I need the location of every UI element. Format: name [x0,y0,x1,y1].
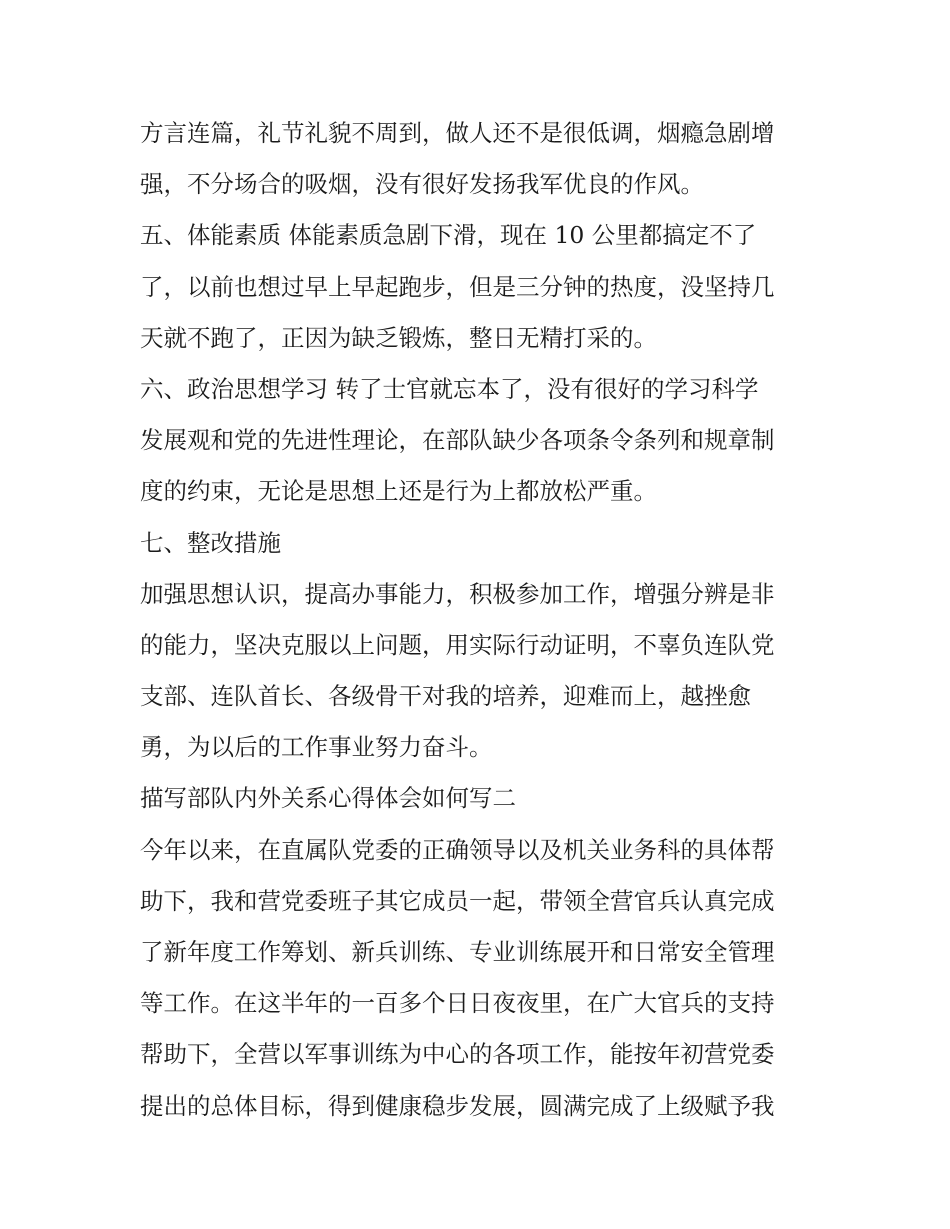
article-title: 描写部队内外关系心得体会如何写二 [140,784,516,813]
section-heading: 七、整改措施 [140,528,281,557]
text-line: 助下，我和营党委班子其它成员一起，带领全营官兵认真完成 [140,886,775,915]
document-body [140,108,820,1132]
section-line: 六、政治思想学习 转了士官就忘本了，没有很好的学习科学 [140,374,759,403]
text-line: 了新年度工作筹划、新兵训练、专业训练展开和日常安全管理 [140,938,775,966]
text-line: 天就不跑了，正因为缺乏锻炼，整日无精打采的。 [140,323,657,352]
text-line: 支部、连队首长、各级骨干对我的培养，迎难而上，越挫愈 [140,682,751,711]
text-line: 加强思想认识，提高办事能力，积极参加工作，增强分辨是非 [140,579,775,608]
text-line: 的能力，坚决克服以上问题，用实际行动证明，不辜负连队党 [140,630,775,659]
text-line: 方言连篇，礼节礼貌不周到，做人还不是很低调，烟瘾急剧增 [140,119,775,147]
text-line: 度的约束，无论是思想上还是行为上都放松严重。 [140,477,657,506]
text-line: 今年以来，在直属队党委的正确领导以及机关业务科的具体帮 [140,835,775,864]
text-line: 等工作。在这半年的一百多个日日夜夜里，在广大官兵的支持 [140,989,775,1018]
text-line: 提出的总体目标，得到健康稳步发展，圆满完成了上级赋予我 [140,1091,775,1120]
text-line: 了，以前也想过早上早起跑步，但是三分钟的热度，没坚持几 [140,272,775,301]
section-line: 五、体能素质 体能素质急剧下滑，现在 10 公里都搞定不了 [140,221,757,250]
text-line: 勇，为以后的工作事业努力奋斗。 [140,733,493,762]
text-line: 强，不分场合的吸烟，没有很好发扬我军优良的作风。 [140,170,704,199]
text-line: 发展观和党的先进性理论，在部队缺少各项条令条列和规章制 [140,426,775,455]
text-line: 帮助下，全营以军事训练为中心的各项工作，能按年初营党委 [140,1040,775,1069]
